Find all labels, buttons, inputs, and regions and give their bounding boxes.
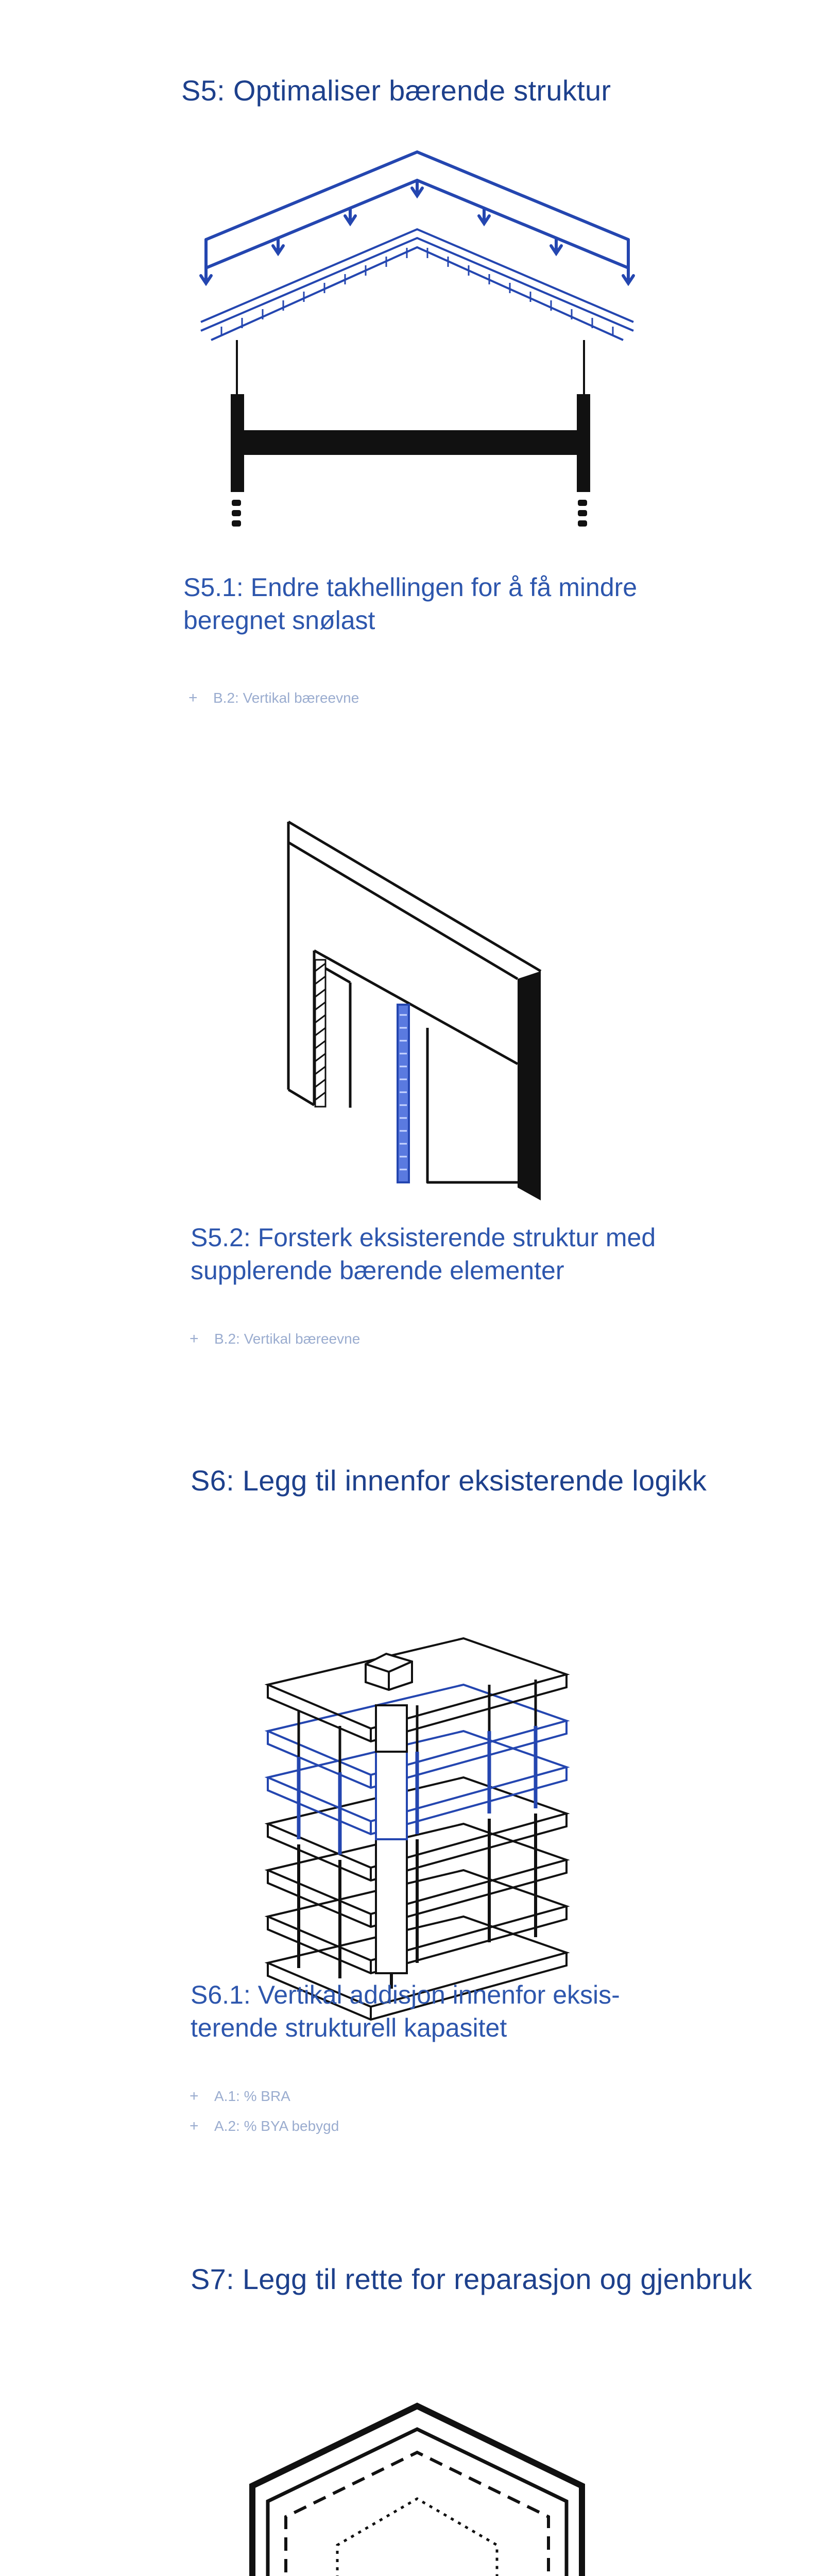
item-title-s6-1 [191,1978,620,2044]
item-title-line: S6.1: Vertikal addisjon innenfor eksis- [191,1980,620,2009]
tag-list [190,1324,360,1354]
item-title-line: terende strukturell kapasitet [191,2013,507,2042]
plus-icon: + [188,689,198,706]
tag-item [190,2081,339,2111]
section-title-s6: S6: Legg til innenfor eksisterende logikk [191,1464,707,1497]
tag-item [190,2111,339,2141]
tag-list [190,2081,339,2141]
section-title-s5: S5: Optimaliser bærende struktur [181,74,611,107]
tag-list [188,683,359,713]
tag-item [188,683,359,713]
section-title-s7: S7: Legg til rette for reparasjon og gjenbruk [191,2263,752,2295]
item-title-line: S5.1: Endre takhellingen for å få mindre [183,573,638,602]
tag-label: B.2: Vertikal bæreevne [214,1331,360,1347]
item-title-line: beregnet snølast [183,606,375,635]
plus-icon: + [190,2117,199,2134]
plus-icon: + [190,1330,199,1347]
item-title-s5-1 [183,571,637,637]
building-layers-illustration [196,2391,639,2576]
tag-item [190,1324,360,1354]
wall-reinforcement-illustration [283,822,551,1203]
item-title-line: supplerende bærende elementer [191,1256,564,1285]
tag-label: A.2: % BYA bebygd [214,2118,339,2134]
item-title-line: S5.2: Forsterk eksisterende struktur med [191,1223,656,1252]
tag-label: A.1: % BRA [214,2088,290,2104]
tag-label: B.2: Vertikal bæreevne [213,690,359,706]
item-title-s5-2 [191,1221,656,1287]
roof-snow-load-illustration [191,144,644,536]
vertical-addition-building-illustration [263,1587,572,1968]
plus-icon: + [190,2088,199,2105]
